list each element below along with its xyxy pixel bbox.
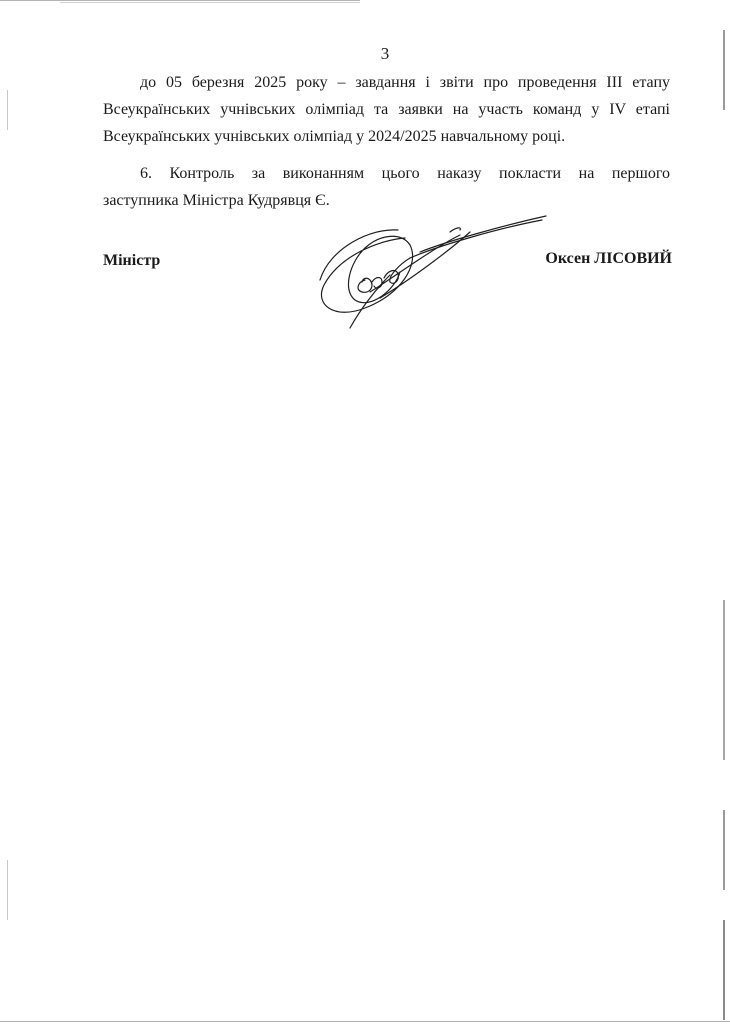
scan-edge-right-top — [723, 30, 725, 110]
scan-edge-right-bottom — [723, 920, 725, 1020]
signature-image — [310, 210, 550, 335]
scan-edge-right-lower — [723, 810, 725, 890]
scan-edge-bottom — [0, 1021, 730, 1022]
paragraph-line: до 05 березня 2025 року – завдання і звіти про проведення ІІІ етапу — [140, 74, 670, 91]
paragraph-line: Всеукраїнських учнівських олімпіад та заявки на участь команд у IV етапі — [103, 101, 670, 118]
paragraph-deadline — [103, 69, 670, 150]
scan-edge-top — [0, 0, 360, 1]
paragraph-control — [103, 160, 670, 214]
scan-edge-top-faint — [60, 2, 360, 3]
paragraph-line: заступника Міністра Кудрявця Є. — [103, 192, 330, 209]
signoff-title: Міністр — [103, 252, 161, 269]
paragraph-line: 6. Контроль за виконанням цього наказу покласти на першого — [140, 165, 670, 182]
paragraph-line: Всеукраїнських учнівських олімпіад у 2024/2025 навчальному році. — [103, 128, 566, 145]
scan-edge-left-lower — [7, 860, 8, 920]
page-number: 3 — [380, 44, 390, 63]
scan-edge-right-middle — [723, 600, 725, 760]
scan-edge-left — [7, 90, 8, 130]
signoff-name: Оксен ЛІСОВИЙ — [545, 250, 672, 267]
